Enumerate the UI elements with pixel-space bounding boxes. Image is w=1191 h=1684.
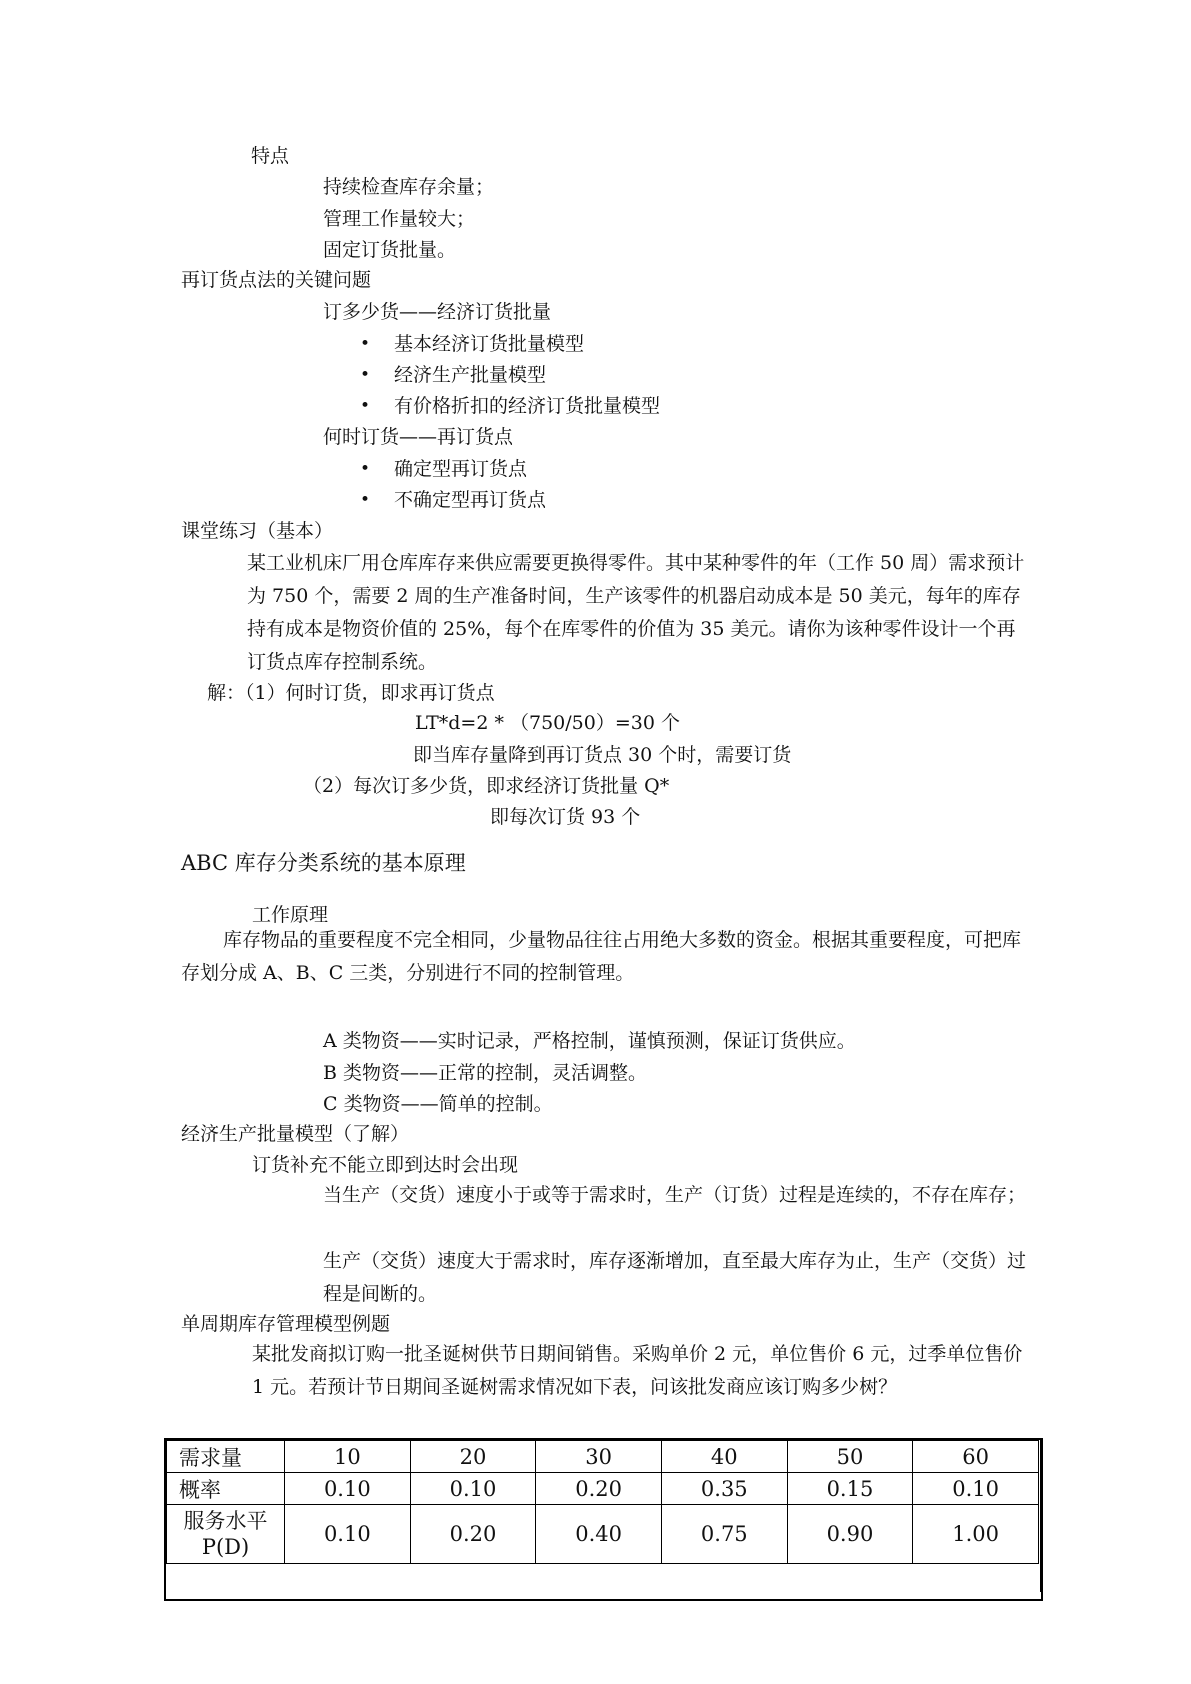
text-line: A 类物资——实时记录，严格控制，谨慎预测，保证订货供应。 — [323, 1030, 856, 1052]
table-cell: 50 — [787, 1441, 913, 1473]
bullet-icon: • — [360, 396, 371, 416]
table-cell: 0.10 — [285, 1505, 411, 1564]
text-line: B 类物资——正常的控制，灵活调整。 — [323, 1062, 648, 1084]
table-cell: 0.10 — [285, 1473, 411, 1505]
abc-paragraph: 库存物品的重要程度不完全相同，少量物品往往占用绝大多数的资金。根据其重要程度，可把库存划分成 A、B、C 三类，分别进行不同的控制管理。 — [181, 929, 1022, 984]
table-cell: 0.10 — [913, 1473, 1039, 1505]
text-line: 即每次订货 93 个 — [490, 806, 641, 828]
table-cell: 服务水平P(D) — [167, 1505, 285, 1564]
table-cell: 40 — [661, 1441, 787, 1473]
table-cell: 1.00 — [913, 1505, 1039, 1564]
table-cell: 0.20 — [536, 1473, 662, 1505]
table-cell: 10 — [285, 1441, 411, 1473]
problem-paragraph: 某批发商拟订购一批圣诞树供节日期间销售。采购单价 2 元，单位售价 6 元，过季单位售价 1 元。若预计节日期间圣诞树需求情况如下表，问该批发商应该订购多少树？ — [252, 1343, 1023, 1398]
text-paragraph: 当生产（交货）速度小于或等于需求时，生产（订货）过程是连续的，不存在库存； — [323, 1184, 1027, 1206]
bullet-icon: • — [360, 365, 371, 385]
list-item: 确定型再订货点 — [394, 458, 528, 480]
text-line: 固定订货批量。 — [323, 239, 457, 261]
list-item: 经济生产批量模型 — [394, 364, 547, 386]
table-cell: 0.40 — [536, 1505, 662, 1564]
table-row — [167, 1441, 1039, 1473]
table-cell: 0.90 — [787, 1505, 913, 1564]
text-line: 即当库存量降到再订货点 30 个时，需要订货 — [413, 744, 792, 766]
text-line: 持续检查库存余量； — [323, 176, 495, 198]
text-line: C 类物资——简单的控制。 — [323, 1093, 553, 1115]
table-cell: 需求量 — [167, 1441, 285, 1473]
solution-step-1: 解：（1）何时订货，即求再订货点 — [207, 682, 495, 704]
heading-danzhouqi: 单周期库存管理模型例题 — [181, 1313, 391, 1335]
exercise-paragraph: 某工业机床厂用仓库库存来供应需要更换得零件。其中某种零件的年（工作 50 周）需求预计为 750 个，需要 2 周的生产准备时间，生产该零件的机器启动成本是 50 美元，每年的库存持有成本是物资价值的 25%，每个在库零件的价值为 35 美元。请你为该种零件设计一个再订货点库存控制系统。 — [247, 552, 1025, 673]
list-item: 基本经济订货批量模型 — [394, 333, 585, 355]
list-item: 有价格折扣的经济订货批量模型 — [394, 395, 661, 417]
table-cell: 0.10 — [410, 1473, 536, 1505]
table-cell: 0.20 — [410, 1505, 536, 1564]
table-cell: 30 — [536, 1441, 662, 1473]
heading-jingji: 经济生产批量模型（了解） — [181, 1123, 410, 1145]
heading-tedian: 特点 — [251, 145, 290, 167]
table-row — [167, 1473, 1039, 1505]
heading-abc: ABC 库存分类系统的基本原理 — [181, 851, 466, 875]
table-cell: 0.35 — [661, 1473, 787, 1505]
table-row — [167, 1505, 1039, 1564]
bullet-icon: • — [360, 490, 371, 510]
table-cell: 20 — [410, 1441, 536, 1473]
text-line: 何时订货——再订货点 — [323, 426, 514, 448]
demand-table — [166, 1440, 1039, 1564]
text-paragraph: 生产（交货）速度大于需求时，库存逐渐增加，直至最大库存为止，生产（交货）过程是间断的。 — [323, 1250, 1027, 1305]
text-line: 订货补充不能立即到达时会出现 — [252, 1154, 519, 1176]
heading-ketang: 课堂练习（基本） — [181, 520, 334, 542]
table-cell: 0.75 — [661, 1505, 787, 1564]
heading-guanjian: 再订货点法的关键问题 — [181, 269, 372, 291]
bullet-icon: • — [360, 334, 371, 354]
table-cell: 概率 — [167, 1473, 285, 1505]
table-double-border — [1040, 1440, 1042, 1592]
text-line: 订多少货——经济订货批量 — [323, 301, 552, 323]
heading-gongzuo: 工作原理 — [252, 904, 329, 926]
formula: LT*d=2 * （750/50）=30 个 — [415, 712, 680, 734]
list-item: 不确定型再订货点 — [394, 489, 547, 511]
table-cell: 60 — [913, 1441, 1039, 1473]
solution-step-2: （2）每次订多少货，即求经济订货批量 Q* — [303, 775, 670, 797]
text-line: 管理工作量较大； — [323, 208, 476, 230]
bullet-icon: • — [360, 459, 371, 479]
table-cell: 0.15 — [787, 1473, 913, 1505]
